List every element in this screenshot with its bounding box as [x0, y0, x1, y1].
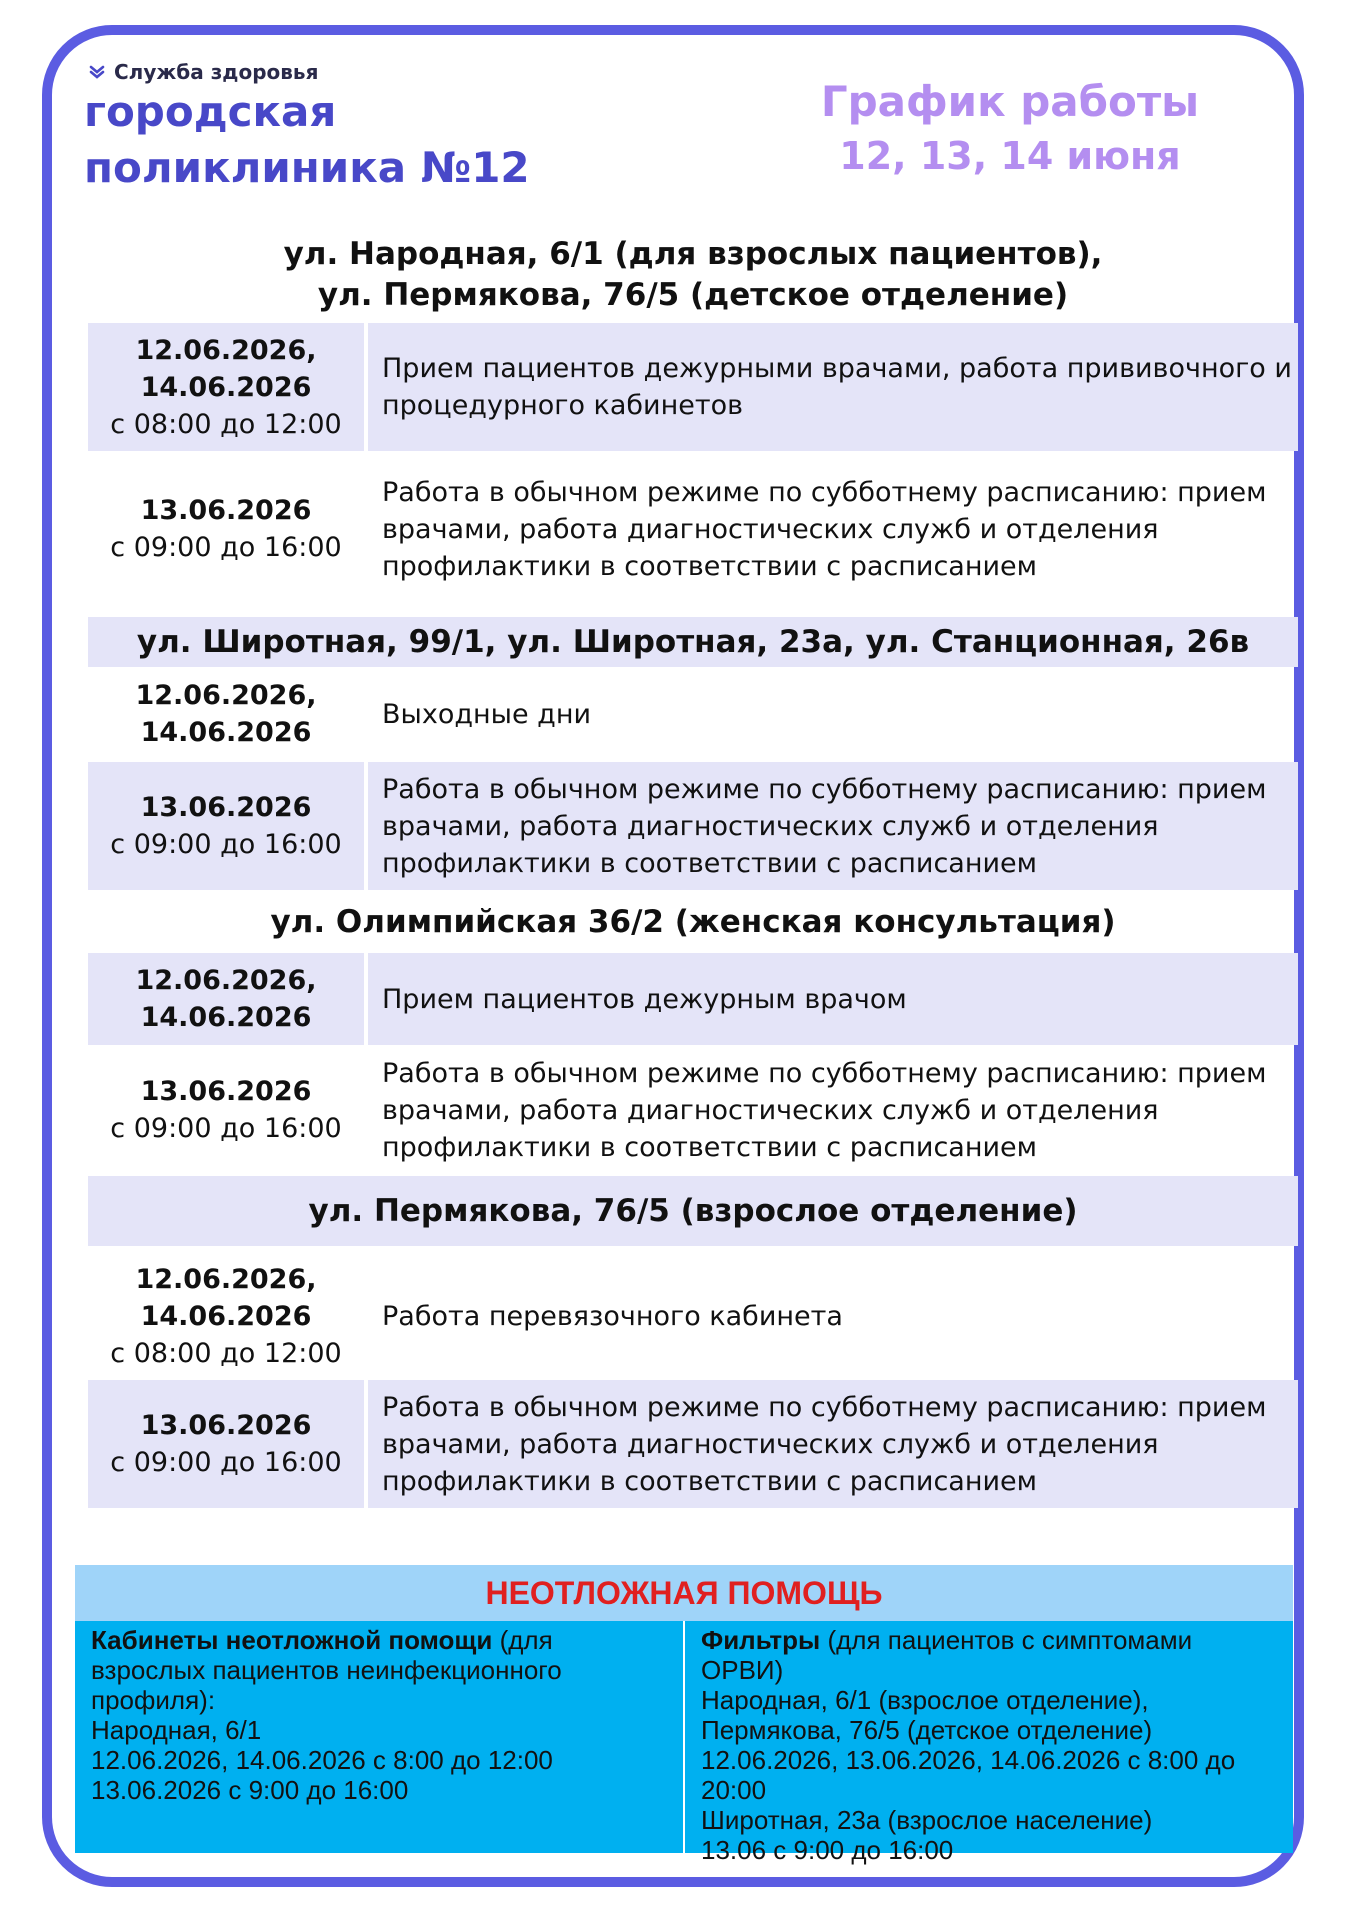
date-cell: 12.06.2026, 14.06.2026 — [135, 680, 317, 748]
schedule-title: График работы — [820, 77, 1200, 126]
schedule-row — [88, 1380, 1298, 1508]
section-heading: ул. Пермякова, 76/5 (взрослое отделение) — [88, 1176, 1298, 1246]
urgent-left-column: Кабинеты неотложной помощи (для взрослых пациентов неинфекционного профиля): Народная, 6/1 12.06.2026, 14.06.2026 с 8:00 до 12:00 13.06.2026 с 9:00 до 16:00 — [91, 1625, 562, 1805]
urgent-right-column: Фильтры (для пациентов с симптомами ОРВИ) Народная, 6/1 (взрослое отделение), Пермякова, 76/5 (детское отделение) 12.06.2026, 13.06.2026, 14.06.2026 с 8:00 до 20:00 Широтная, 23а (взрослое население) 13.06 с 9:00 до 16:00 — [701, 1625, 1236, 1865]
date-cell: 13.06.2026 с 09:00 до 16:00 — [110, 1076, 342, 1144]
description-cell: Прием пациентов дежурным врачом — [368, 953, 1298, 1045]
schedule-row — [88, 323, 1298, 451]
service-brand — [88, 60, 318, 84]
schedule-dates: 12, 13, 14 июня — [839, 134, 1181, 178]
schedule-row — [88, 762, 1298, 890]
clinic-title-line1: городская — [84, 87, 337, 136]
schedule-header — [820, 74, 1200, 182]
heart-icon — [88, 63, 106, 81]
schedule-row — [88, 455, 1298, 603]
section-heading: ул. Народная, 6/1 (для взрослых пациентов), ул. Пермякова, 76/5 (детское отделение) — [283, 236, 1103, 313]
description-cell: Прием пациентов дежурными врачами, работа прививочного и процедурного кабинетов — [368, 323, 1298, 451]
date-cell: 12.06.2026, 14.06.2026 с 08:00 до 12:00 — [88, 323, 364, 451]
description-cell: Работа в обычном режиме по субботнему расписанию: прием врачами, работа диагностических служб и отделения профилактики в соответствии с расписанием — [382, 476, 1267, 582]
description-cell: Работа в обычном режиме по субботнему расписанию: прием врачами, работа диагностических служб и отделения профилактики в соответствии с расписанием — [382, 1057, 1267, 1163]
date-cell: 13.06.2026 с 09:00 до 16:00 — [88, 1380, 364, 1508]
date-cell: 12.06.2026, 14.06.2026 с 08:00 до 12:00 — [110, 1263, 342, 1369]
description-cell: Работа в обычном режиме по субботнему расписанию: прием врачами, работа диагностических служб и отделения профилактики в соответствии с расписанием — [368, 1380, 1298, 1508]
date-cell: 13.06.2026 с 09:00 до 16:00 — [88, 762, 364, 890]
clinic-title-line2: поликлиника №12 — [84, 143, 530, 192]
service-name: Служба здоровья — [114, 60, 319, 84]
schedule-row — [88, 953, 1298, 1045]
urgent-help-box — [75, 1565, 1293, 1865]
urgent-title: НЕОТЛОЖНАЯ ПОМОЩЬ — [75, 1565, 1293, 1621]
section-heading: ул. Широтная, 99/1, ул. Широтная, 23а, ул. Станционная, 26в — [88, 617, 1298, 667]
date-cell: 12.06.2026, 14.06.2026 — [88, 953, 364, 1045]
clinic-title — [84, 84, 530, 196]
description-cell: Выходные дни — [382, 698, 592, 730]
schedule-row — [88, 1251, 1298, 1381]
description-cell: Работа перевязочного кабинета — [382, 1300, 843, 1332]
urgent-right-heading: Фильтры — [701, 1625, 821, 1655]
section-heading: ул. Олимпийская 36/2 (женская консультация) — [270, 904, 1116, 940]
description-cell: Работа в обычном режиме по субботнему расписанию: прием врачами, работа диагностических служб и отделения профилактики в соответствии с расписанием — [368, 762, 1298, 890]
urgent-left-heading: Кабинеты неотложной помощи — [91, 1625, 493, 1655]
schedule-row — [88, 672, 1298, 756]
schedule-row — [88, 1049, 1298, 1171]
date-cell: 13.06.2026 с 09:00 до 16:00 — [110, 495, 342, 563]
